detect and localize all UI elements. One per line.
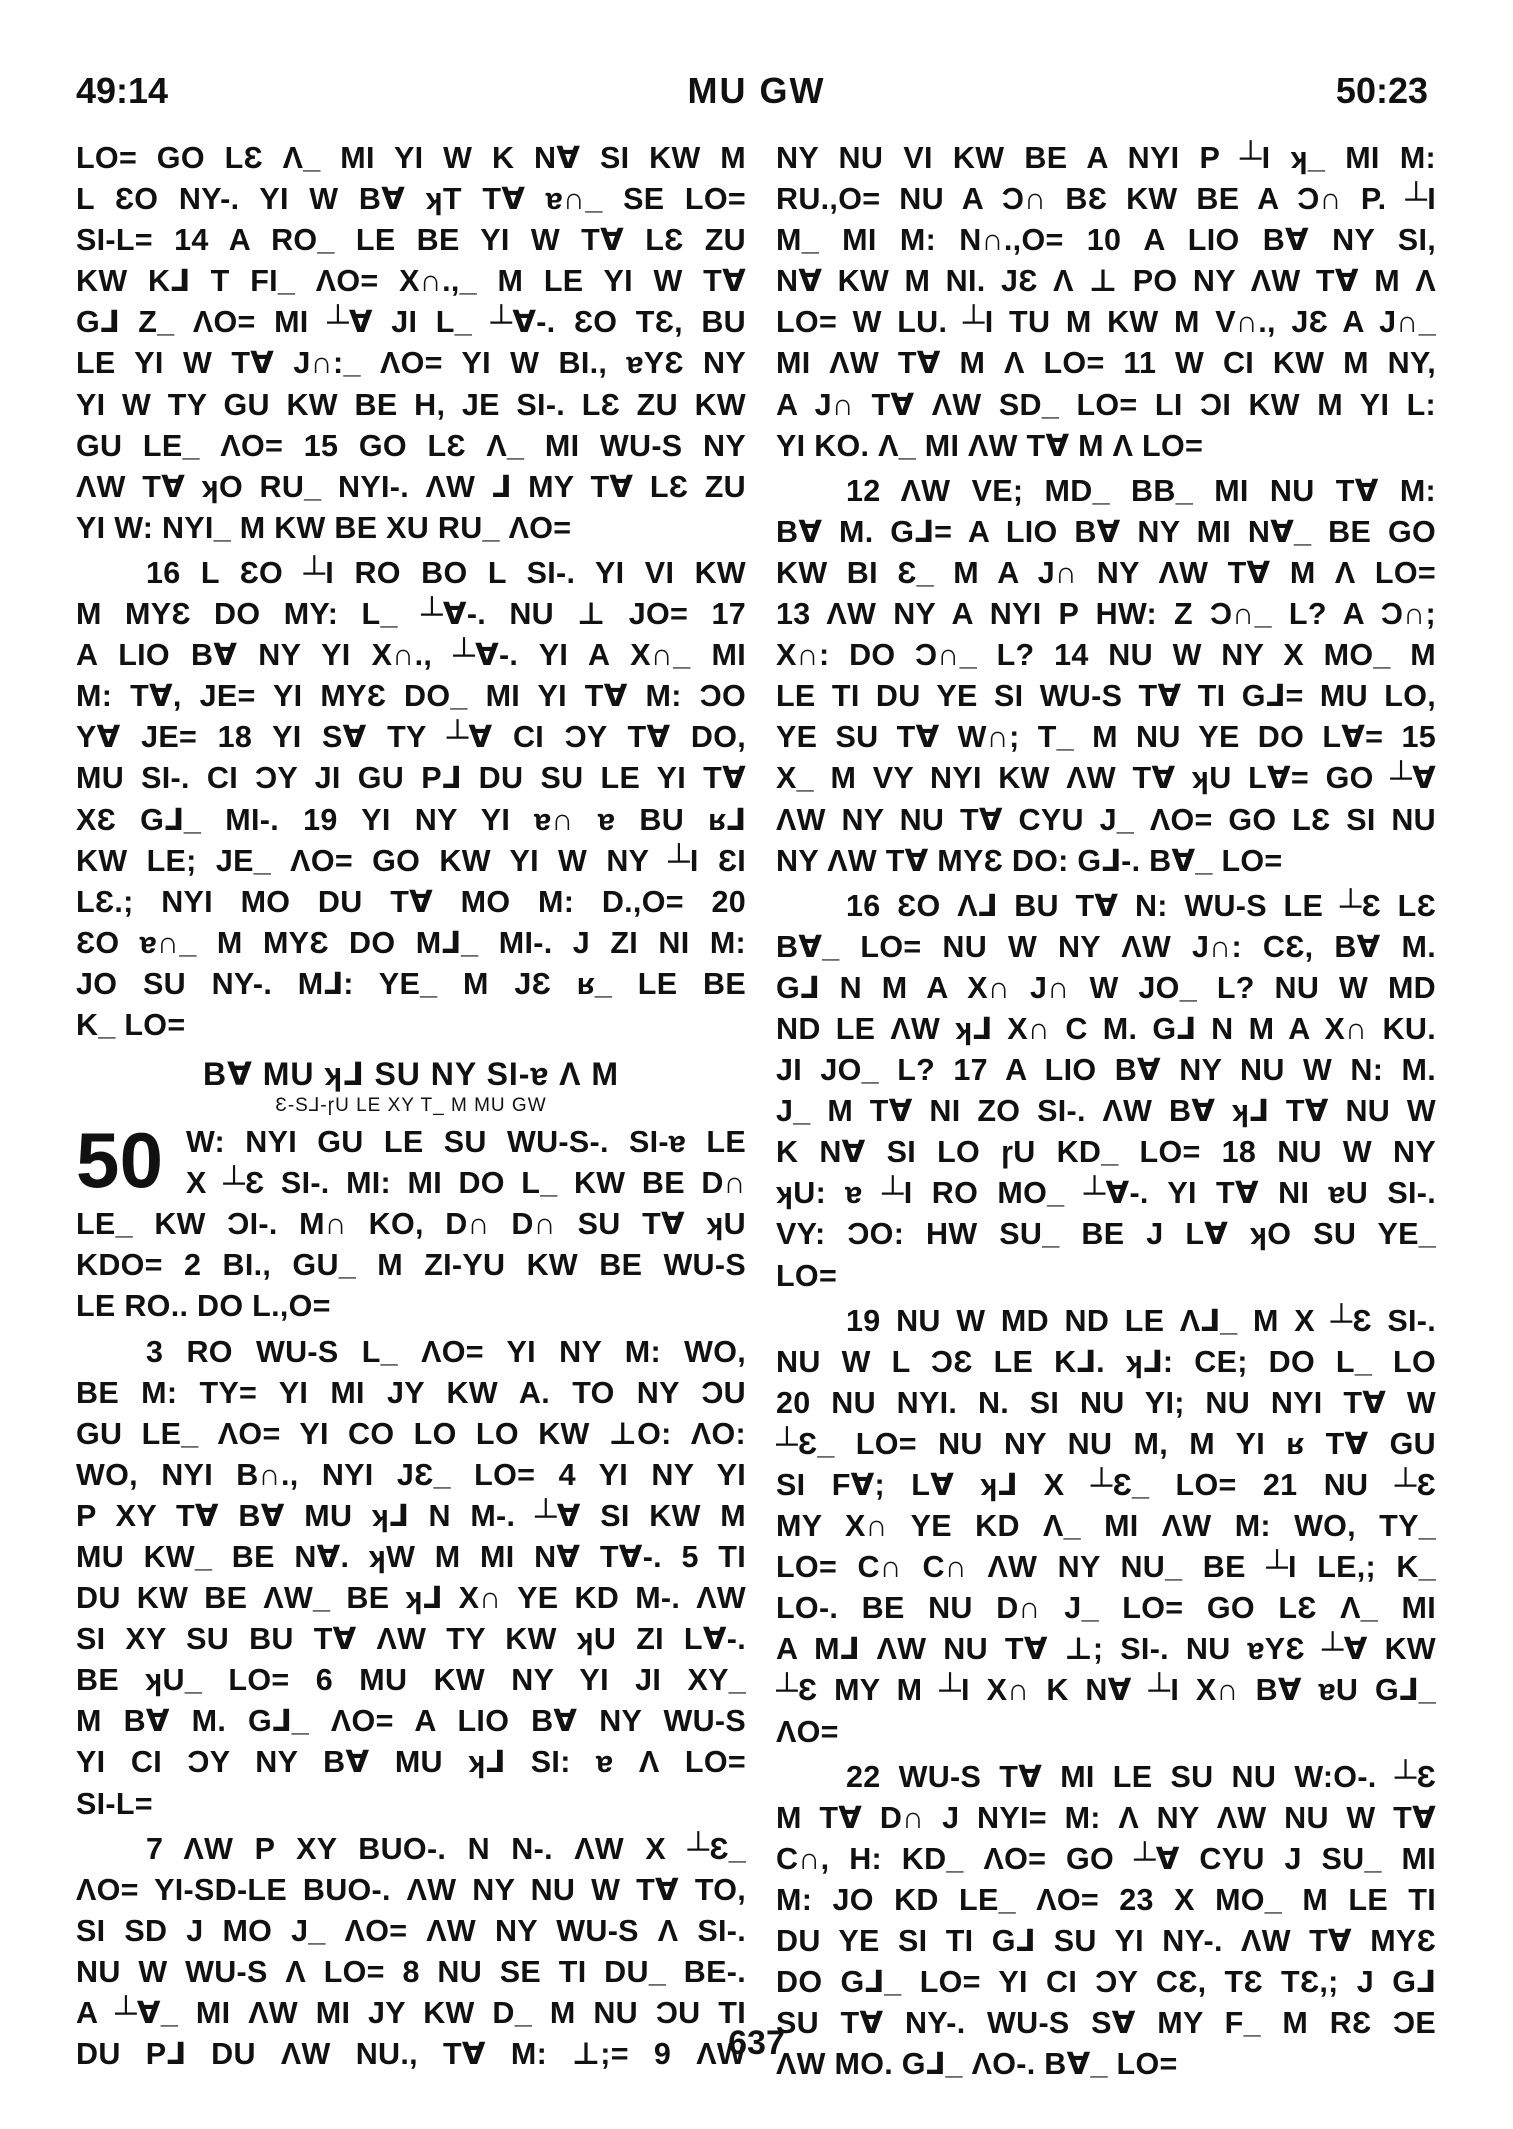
text-line: JI JO_ L? 17 A LIO BⱯ NY NU W N: M. [776, 1053, 1436, 1088]
text-line: M: JO KD LE_ ΛO= 23 X MO_ M LE TI [776, 1882, 1436, 1917]
book-title: MU GW [687, 70, 826, 111]
text-line: M: TⱯ, JE= YI MYƐ DO_ MI YI TⱯ M: ƆO [76, 679, 746, 714]
text-line: SI XY SU BU TⱯ ΛW TY KW ʞU ZI LⱯ-. [76, 1622, 746, 1657]
paragraph [76, 138, 746, 549]
paragraph [76, 553, 746, 1046]
text-line: JO SU NY-. M⅃: YE_ M JƐ ʁ_ LE BE [76, 966, 746, 1001]
text-line: RU.,O= NU A Ɔ∩ BƐ KW BE A Ɔ∩ P. ┴I [776, 182, 1436, 217]
text-line: M_ MI M: N∩.,O= 10 A LIO BⱯ NY SI, [776, 223, 1436, 258]
text-line: NY NU VI KW BE A NYI P ┴I ʞ_ MI M: [776, 141, 1436, 175]
text-line: DU YE SI TI G⅃ SU YI NY-. ΛW TⱯ MYƐ [776, 1924, 1436, 1959]
text-line: K NⱯ SI LO ɼU KD_ LO= 18 NU W NY [776, 1135, 1436, 1170]
text-line: ΛW TⱯ ʞO RU_ NYI-. ΛW ⅃ MY TⱯ LƐ ZU [76, 469, 746, 504]
paragraph [776, 886, 1436, 1297]
text-line: GU LE_ ΛO= YI CO LO LO KW ⊥O: ΛO: [76, 1416, 746, 1451]
text-line: YI CI ƆY NY BⱯ MU ʞ⅃ SI: ɐ Λ LO= [76, 1745, 746, 1780]
paragraph [776, 138, 1436, 467]
text-line: X_ M VY NYI KW ΛW TⱯ ʞU LⱯ= GO ┴Ɐ [776, 761, 1436, 796]
text-line: 22 WU-S TⱯ MI LE SU NU W:O-. ┴Ɛ [846, 1759, 1436, 1794]
header-right-reference: 50:23 [1335, 70, 1428, 111]
text-line: LƐ.; NYI MO DU TⱯ MO M: D.,O= 20 [76, 884, 746, 919]
text-line: VY: ƆO: HW SU_ BE J LⱯ ʞO SU YE_ [776, 1217, 1436, 1252]
text-line: 19 NU W MD ND LE Λ⅃_ M X ┴Ɛ SI-. [846, 1303, 1436, 1338]
text-line: BE ʞU_ LO= 6 MU KW NY YI JI XY_ [76, 1663, 746, 1698]
text-line: GU LE_ ΛO= 15 GO LƐ Λ_ MI WU-S NY [76, 428, 746, 463]
text-line: KDO= 2 BI., GU_ M ZI-YU KW BE WU-S [76, 1248, 746, 1283]
chapter-number: 50 [76, 1116, 164, 1205]
text-line: ND LE ΛW ʞ⅃ X∩ C M. G⅃ N M A X∩ KU. [776, 1011, 1436, 1046]
text-line: SI FⱯ; LⱯ ʞ⅃ X ┴Ɛ_ LO= 21 NU ┴Ɛ [776, 1468, 1436, 1502]
text-line: SU TⱯ NY-. WU-S SⱯ MY F_ M RƐ ƆE [776, 2006, 1436, 2041]
text-line: X∩: DO Ɔ∩_ L? 14 NU W NY X MO_ M [776, 638, 1436, 673]
text-line: 16 L ƐO ┴I RO BO L SI-. YI VI KW [146, 555, 746, 590]
text-line: ΛO= YI-SD-LE BUO-. ΛW NY NU W TⱯ TO, [76, 1872, 746, 1907]
text-line: 12 ΛW VE; MD_ BB_ MI NU TⱯ M: [846, 473, 1436, 508]
text-line: G⅃ N M A X∩ J∩ W JO_ L? NU W MD [776, 970, 1436, 1005]
text-line: ┴Ɛ MY M ┴I X∩ K NⱯ ┴I X∩ BⱯ ɐU G⅃_ [776, 1673, 1436, 1708]
text-line: 7 ΛW P XY BUO-. N N-. ΛW X ┴Ɛ_ [146, 1831, 746, 1866]
text-line: SI-L= 14 A RO_ LE BE YI W TⱯ LƐ ZU [76, 223, 746, 258]
text-line: KW LE; JE_ ΛO= GO KW YI W NY ┴I ƐI [76, 843, 746, 878]
text-line: LO= GO LƐ Λ_ MI YI W K NⱯ SI KW M [76, 141, 746, 175]
text-line: ΛO= [776, 1714, 839, 1749]
text-line: G⅃ Z_ ΛO= MI ┴Ɐ JI L_ ┴Ɐ-. ƐO TƐ, BU [76, 305, 746, 340]
text-line: YI KO. Λ_ MI ΛW TⱯ M Λ LO= [776, 428, 1204, 463]
text-line: LO= [776, 1258, 838, 1293]
text-line: LE_ KW ƆI-. M∩ KO, D∩ D∩ SU TⱯ ʞU [76, 1207, 746, 1242]
text-line: BE M: TY= YI MI JY KW A. TO NY ƆU [76, 1375, 746, 1410]
text-line: NⱯ KW M NI. JƐ Λ ⊥ PO NY ΛW TⱯ M Λ [776, 264, 1436, 299]
text-line: M TⱯ D∩ J NYI= M: Λ NY ΛW NU W TⱯ [776, 1800, 1436, 1835]
text-line: LO= W LU. ┴I TU M KW M V∩., JƐ A J∩_ [776, 305, 1436, 340]
text-line: A LIO BⱯ NY YI X∩., ┴Ɐ-. YI A X∩_ MI [76, 638, 746, 673]
text-line: 20 NU NYI. N. SI NU YI; NU NYI TⱯ W [776, 1385, 1436, 1420]
section-subtitle: Ɛ-S⅃-ɼU LE XY T_ M MU GW [275, 1095, 547, 1117]
text-line: LO= C∩ C∩ ΛW NY NU_ BE ┴I LE,; K_ [776, 1550, 1436, 1585]
chapter-line: X ┴Ɛ SI-. MI: MI DO L_ KW BE D∩ [186, 1166, 746, 1201]
text-line: MI ΛW TⱯ M Λ LO= 11 W CI KW M NY, [776, 346, 1436, 381]
text-line: WO, NYI B∩., NYI JƐ_ LO= 4 YI NY YI [76, 1457, 746, 1492]
text-line: C∩, H: KD_ ΛO= GO ┴Ɐ CYU J SU_ MI [776, 1841, 1436, 1876]
text-line: DU KW BE ΛW_ BE ʞ⅃ X∩ YE KD M-. ΛW [76, 1581, 746, 1616]
text-line: KW BI Ɛ_ M A J∩ NY ΛW TⱯ M Λ LO= [776, 555, 1436, 590]
section-title: BⱯ MU ʞ⅃ SU NY SI-ɐ Λ M [202, 1056, 620, 1093]
page-header [0, 70, 1513, 120]
text-line: LE TI DU YE SI WU-S TⱯ TI G⅃= MU LO, [776, 679, 1436, 714]
text-line: ƐO ɐ∩_ M MYƐ DO M⅃_ MI-. J ZI NI M: [76, 925, 746, 960]
text-line: L ƐO NY-. YI W BⱯ ʞT TⱯ ɐ∩_ SE LO= [76, 182, 746, 217]
text-line: XƐ G⅃_ MI-. 19 YI NY YI ɐ∩ ɐ BU ʁ⅃ [76, 802, 746, 837]
text-line: YI W: NYI_ M KW BE XU RU_ ΛO= [76, 510, 572, 545]
text-line: LE RO.. DO L.,O= [76, 1289, 331, 1324]
text-line: ┴Ɛ_ LO= NU NY NU M, M YI ʁ TⱯ GU [776, 1426, 1436, 1461]
text-line: ΛW NY NU TⱯ CYU J_ ΛO= GO LƐ SI NU [776, 802, 1436, 837]
text-line: M BⱯ M. G⅃_ ΛO= A LIO BⱯ NY WU-S [76, 1704, 746, 1739]
paragraph [776, 471, 1436, 882]
text-line: P XY TⱯ BⱯ MU ʞ⅃ N M-. ┴Ɐ SI KW M [76, 1498, 746, 1533]
text-line: DO G⅃_ LO= YI CI ƆY CƐ, TƐ TƐ,; J G⅃ [776, 1965, 1436, 2000]
text-line: NU W WU-S Λ LO= 8 NU SE TI DU_ BE-. [76, 1954, 746, 1989]
text-line: ΛW MO. G⅃_ ΛO-. BⱯ_ LO= [776, 2047, 1178, 2082]
paragraph [76, 1332, 746, 1825]
text-line: A ┴Ɐ_ MI ΛW MI JY KW D_ M NU ƆU TI [76, 1996, 746, 2031]
text-line: A M⅃ ΛW NU TⱯ ⊥; SI-. NU ɐYƐ ┴Ɐ KW [776, 1632, 1436, 1667]
text-line: K_ LO= [76, 1007, 186, 1042]
text-line: BⱯ_ LO= NU W NY ΛW J∩: CƐ, BⱯ M. [776, 929, 1436, 964]
text-line: KW K⅃ T FI_ ΛO= X∩.,_ M LE YI W TⱯ [76, 264, 746, 299]
page-number: 637 [728, 2024, 785, 2062]
chapter-opening [76, 1116, 746, 1205]
text-line: M MYƐ DO MY: L_ ┴Ɐ-. NU ⊥ JO= 17 [76, 597, 746, 632]
text-line: SI SD J MO J_ ΛO= ΛW NY WU-S Λ SI-. [76, 1913, 746, 1948]
text-line: J_ M TⱯ NI ZO SI-. ΛW BⱯ ʞ⅃ TⱯ NU W [776, 1094, 1436, 1129]
text-line: YE SU TⱯ W∩; T_ M NU YE DO LⱯ= 15 [776, 720, 1436, 755]
header-left-reference: 49:14 [76, 70, 169, 111]
text-line: DU P⅃ DU ΛW NU., TⱯ M: ⊥;= 9 ΛW [76, 2037, 746, 2072]
text-line: MU KW_ BE NⱯ. ʞW M MI NⱯ TⱯ-. 5 TI [76, 1540, 746, 1574]
text-line: BⱯ M. G⅃= A LIO BⱯ NY MI NⱯ_ BE GO [776, 514, 1436, 549]
text-line: YⱯ JE= 18 YI SⱯ TY ┴Ɐ CI ƆY TⱯ DO, [76, 720, 746, 755]
text-line: NU W L ƆƐ LE K⅃. ʞ⅃: CE; DO L_ LO [776, 1344, 1436, 1379]
text-line: A J∩ TⱯ ΛW SD_ LO= LI ƆI KW M YI L: [776, 387, 1436, 422]
text-line: LO-. BE NU D∩ J_ LO= GO LƐ Λ_ MI [776, 1591, 1436, 1626]
text-line: LE YI W TⱯ J∩:_ ΛO= YI W BI., ɐYƐ NY [76, 346, 746, 381]
text-line: YI W TY GU KW BE H, JE SI-. LƐ ZU KW [76, 387, 746, 422]
text-line: ʞU: ɐ ┴I RO MO_ ┴Ɐ-. YI TⱯ NI ɐU SI-. [776, 1176, 1436, 1211]
right-column [776, 138, 1436, 2085]
text-line: NY ΛW TⱯ MYƐ DO: G⅃-. BⱯ_ LO= [776, 843, 1283, 878]
text-line: MU SI-. CI ƆY JI GU P⅃ DU SU LE YI TⱯ [76, 761, 746, 796]
left-column [76, 138, 746, 2075]
chapter-line: W: NYI GU LE SU WU-S-. SI-ɐ LE [186, 1125, 746, 1160]
paragraph [776, 1301, 1436, 1753]
text-line: SI-L= [76, 1786, 153, 1821]
text-line: 13 ΛW NY A NYI P HW: Z Ɔ∩_ L? A Ɔ∩; [776, 597, 1436, 632]
text-line: 16 ƐO Λ⅃ BU TⱯ N: WU-S LE ┴Ɛ LƐ [846, 888, 1436, 923]
text-line: 3 RO WU-S L_ ΛO= YI NY M: WO, [146, 1334, 746, 1369]
paragraph [76, 1204, 746, 1327]
text-line: MY X∩ YE KD Λ_ MI ΛW M: WO, TY_ [776, 1509, 1436, 1544]
